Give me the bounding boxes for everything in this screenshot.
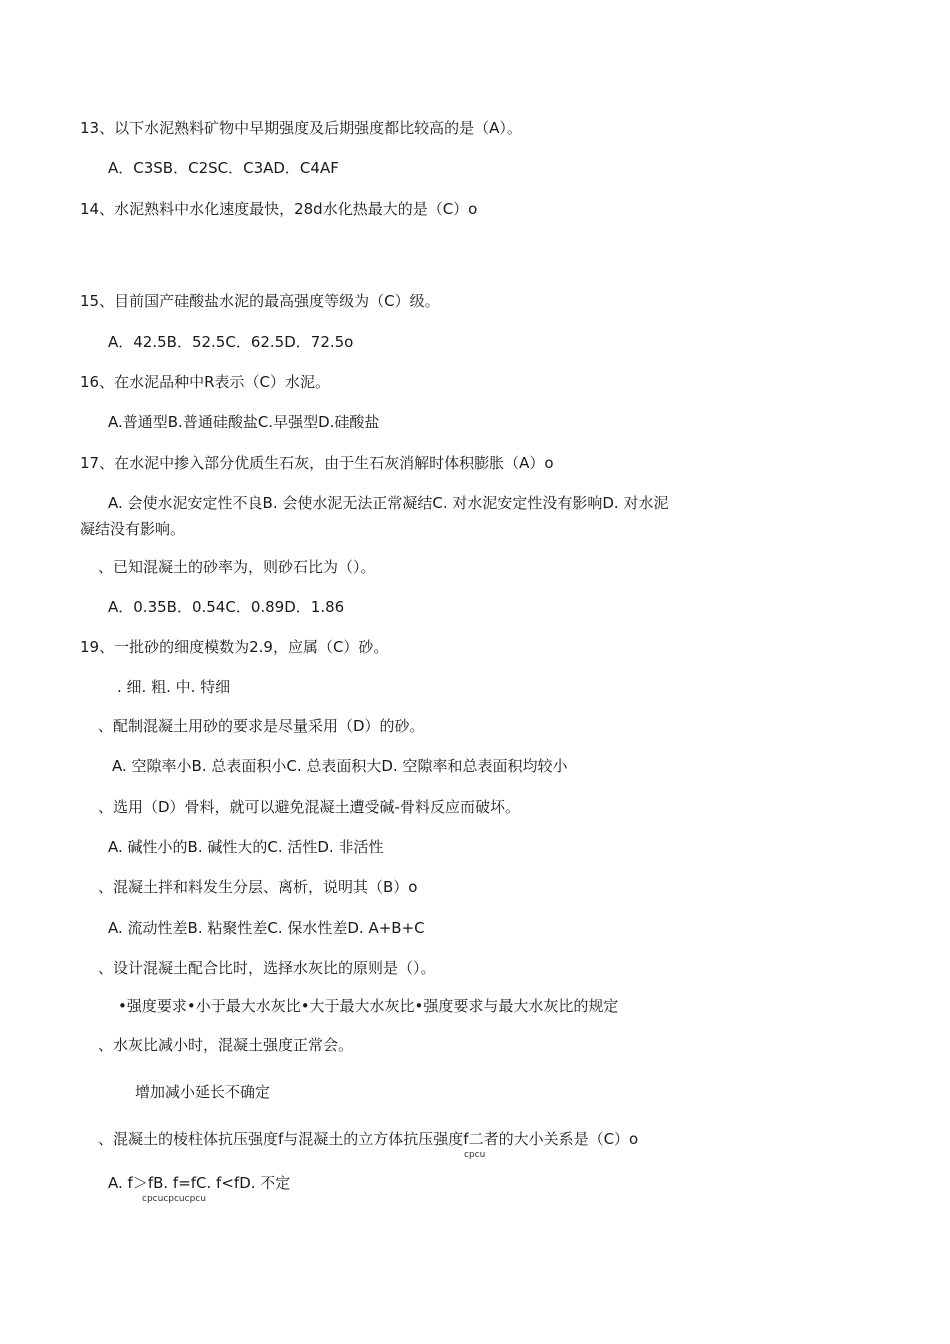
question-25-subscripts: cpcu [464, 1150, 486, 1160]
question-22: 、混凝土拌和料发生分层、离析，说明其（B）o [98, 878, 418, 896]
options-22: A. 流动性差B. 粘聚性差C. 保水性差D. A+B+C [108, 919, 425, 937]
options-17-line2: 凝结没有影响。 [80, 520, 186, 538]
question-15: 15、目前国产硅酸盐水泥的最高强度等级为（C）级。 [80, 292, 440, 310]
options-24: 增加减小延长不确定 [135, 1083, 271, 1101]
question-25: 、混凝土的棱柱体抗压强度f与混凝土的立方体抗压强度f二者的大小关系是（C）o [98, 1130, 639, 1148]
options-25-subscripts: cpcucpcucpcu [142, 1194, 206, 1204]
options-20: A. 空隙率小B. 总表面积小C. 总表面积大D. 空隙率和总表面积均较小 [112, 757, 568, 775]
question-23: 、设计混凝土配合比时，选择水灰比的原则是（）。 [98, 959, 436, 977]
question-19: 19、一批砂的细度模数为2.9，应属（C）砂。 [80, 638, 389, 656]
options-13: A．C3SB．C2SC．C3AD．C4AF [108, 159, 339, 177]
question-14: 14、水泥熟料中水化速度最快，28d水化热最大的是（C）o [80, 200, 478, 218]
options-23: •强度要求•小于最大水灰比•大于最大水灰比•强度要求与最大水灰比的规定 [118, 997, 619, 1015]
question-13: 13、以下水泥熟料矿物中早期强度及后期强度都比较高的是（A）。 [80, 119, 522, 137]
options-21: A. 碱性小的B. 碱性大的C. 活性D. 非活性 [108, 838, 384, 856]
question-17: 17、在水泥中掺入部分优质生石灰，由于生石灰消解时体积膨胀（A）o [80, 454, 554, 472]
options-19: . 细. 粗. 中. 特细 [117, 678, 231, 696]
question-20: 、配制混凝土用砂的要求是尽量采用（D）的砂。 [98, 717, 425, 735]
question-21: 、选用（D）骨料，就可以避免混凝土遭受碱-骨料反应而破坏。 [98, 798, 520, 816]
options-18: A．0.35B．0.54C．0.89D．1.86 [108, 598, 345, 616]
options-15: A．42.5B．52.5C．62.5D．72.5o [108, 333, 354, 351]
question-16: 16、在水泥品种中R表示（C）水泥。 [80, 373, 330, 391]
question-24: 、水灰比减小时，混凝土强度正常会。 [98, 1036, 354, 1054]
options-17-line1: A. 会使水泥安定性不良B. 会使水泥无法正常凝结C. 对水泥安定性没有影响D. 对水泥 [108, 494, 669, 512]
question-18: 、已知混凝土的砂率为，则砂石比为（）。 [98, 558, 376, 576]
options-16: A.普通型B.普通硅酸盐C.早强型D.硅酸盐 [108, 413, 380, 431]
options-25: A. f＞fB. f=fC. f<fD. 不定 [108, 1174, 291, 1192]
